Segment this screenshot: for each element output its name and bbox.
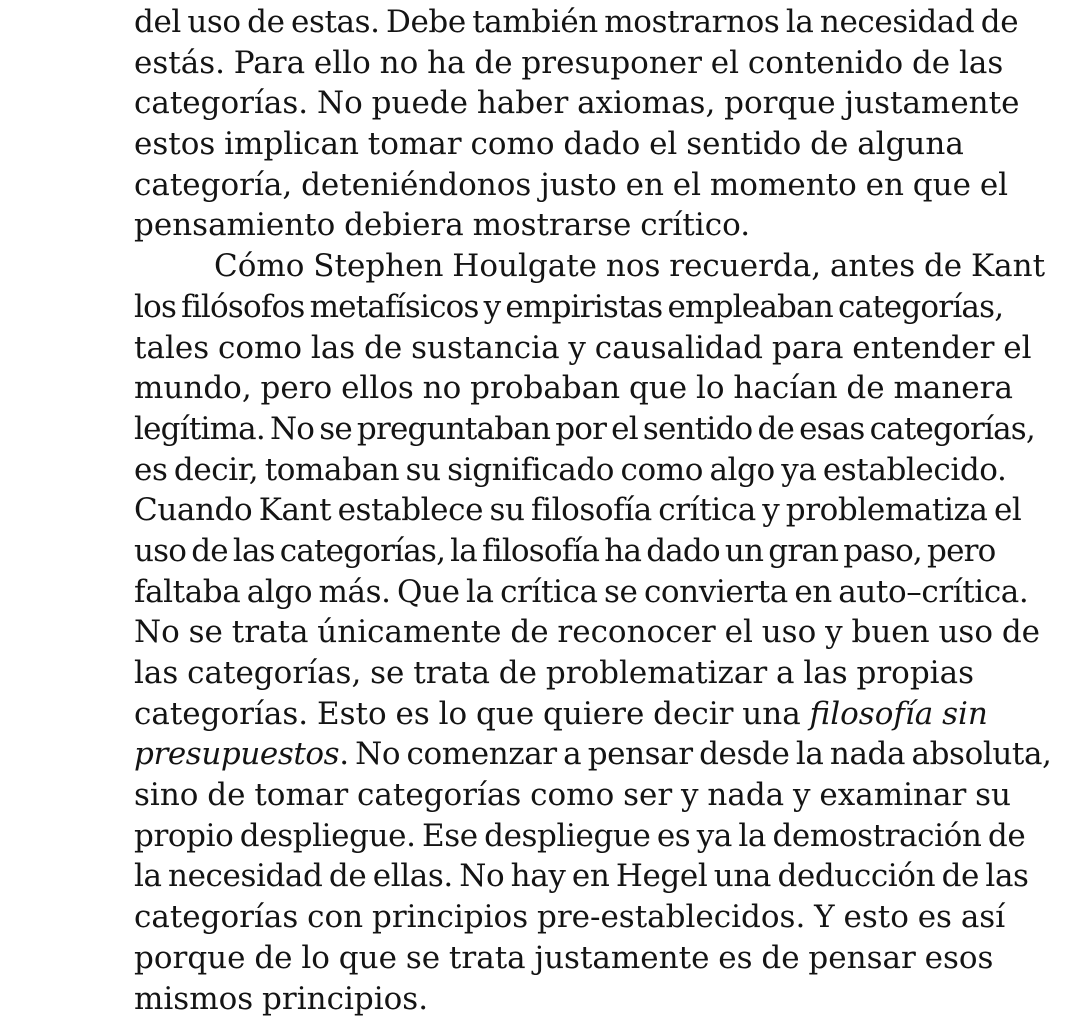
text-line: categoría, deteniéndonos justo en el momento en que el — [134, 165, 946, 206]
italic-term: filosofía sin — [810, 696, 988, 732]
text-line: estás. Para ello no ha de presuponer el contenido de las — [134, 43, 946, 84]
text-line: categorías. No puede haber axiomas, porque justamente — [134, 83, 946, 124]
text-line: categorías con principios pre-establecidos. Y esto es así — [134, 897, 946, 938]
text-line: mundo, pero ellos no probaban que lo hacían de manera — [134, 368, 946, 409]
italic-term: presupuestos — [134, 736, 339, 772]
text-line: es decir, tomaban su significado como algo ya establecido. — [134, 450, 946, 491]
text-line: los filósofos metafísicos y empiristas empleaban categorías, — [134, 287, 946, 328]
text-line — [134, 734, 946, 775]
text-line: No se trata únicamente de reconocer el uso y buen uso de — [134, 612, 946, 653]
text-line — [134, 694, 946, 735]
text-line: las categorías, se trata de problematizar a las propias — [134, 653, 946, 694]
text-line: propio despliegue. Ese despliegue es ya la demostración de — [134, 816, 946, 857]
text-line: legítima. No se preguntaban por el sentido de esas categorías, — [134, 409, 946, 450]
text-line: tales como las de sustancia y causalidad para entender el — [134, 328, 946, 369]
text-line: del uso de estas. Debe también mostrarnos la necesidad de — [134, 2, 946, 43]
text-segment: categorías. Esto es lo que quiere decir una — [134, 696, 810, 732]
text-line: porque de lo que se trata justamente es de pensar esos — [134, 938, 946, 979]
text-line: Cuando Kant establece su filosofía crítica y problematiza el — [134, 490, 946, 531]
text-segment: . No comenzar a pensar desde la nada absoluta, — [339, 736, 1051, 772]
paragraph-1 — [134, 2, 946, 246]
text-line: uso de las categorías, la filosofía ha dado un gran paso, pero — [134, 531, 946, 572]
text-line: mismos principios. — [134, 979, 946, 1019]
paragraph-2 — [134, 246, 946, 1019]
text-line: pensamiento debiera mostrarse crítico. — [134, 205, 946, 246]
text-line: sino de tomar categorías como ser y nada y examinar su — [134, 775, 946, 816]
text-line: estos implican tomar como dado el sentido de alguna — [134, 124, 946, 165]
document-page — [134, 2, 946, 1019]
text-line: la necesidad de ellas. No hay en Hegel una deducción de las — [134, 856, 946, 897]
text-line: faltaba algo más. Que la crítica se convierta en auto–crítica. — [134, 572, 946, 613]
text-line: Cómo Stephen Houlgate nos recuerda, antes de Kant — [134, 246, 946, 287]
